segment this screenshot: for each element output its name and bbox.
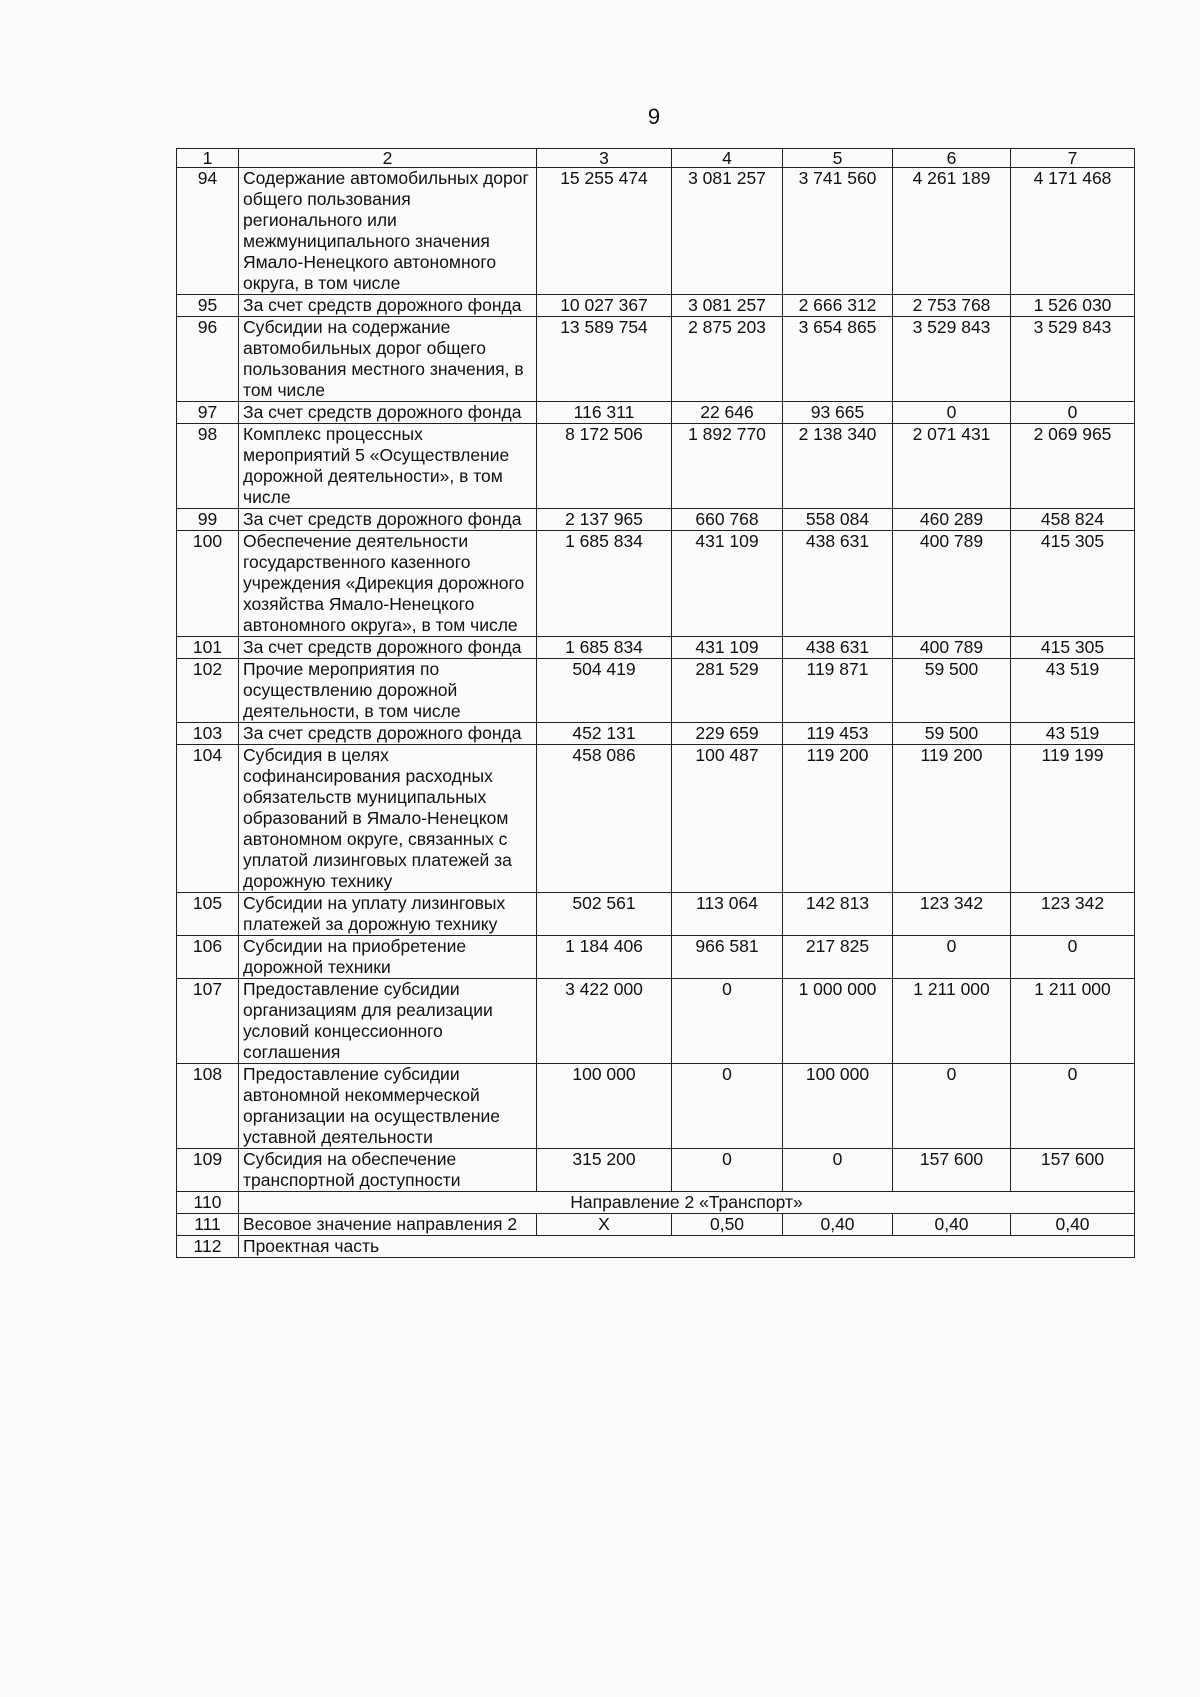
value-cell: 431 109 bbox=[672, 637, 783, 659]
value-cell: 3 529 843 bbox=[1011, 317, 1135, 402]
value-cell: 43 519 bbox=[1011, 659, 1135, 723]
row-number-cell: 106 bbox=[177, 936, 239, 979]
value-cell: 415 305 bbox=[1011, 531, 1135, 637]
budget-table bbox=[176, 148, 1135, 1258]
value-cell: 0 bbox=[1011, 402, 1135, 424]
value-cell: 4 261 189 bbox=[893, 168, 1011, 295]
row-name-cell: Прочие мероприятия по осуществлению дорожной деятельности, в том числе bbox=[239, 659, 537, 723]
value-cell: 59 500 bbox=[893, 723, 1011, 745]
row-number-cell: 104 bbox=[177, 745, 239, 893]
table-row bbox=[177, 402, 1135, 424]
value-cell: 281 529 bbox=[672, 659, 783, 723]
row-name-cell: За счет средств дорожного фонда bbox=[239, 295, 537, 317]
table-row bbox=[177, 745, 1135, 893]
value-cell: 217 825 bbox=[783, 936, 893, 979]
value-cell: 1 685 834 bbox=[537, 531, 672, 637]
row-number-cell: 97 bbox=[177, 402, 239, 424]
value-cell: 157 600 bbox=[1011, 1149, 1135, 1192]
value-cell: 119 200 bbox=[783, 745, 893, 893]
value-cell: 504 419 bbox=[537, 659, 672, 723]
value-cell: 1 892 770 bbox=[672, 424, 783, 509]
value-cell: 142 813 bbox=[783, 893, 893, 936]
row-name-cell: Проектная часть bbox=[239, 1236, 1135, 1258]
value-cell: 2 069 965 bbox=[1011, 424, 1135, 509]
row-number-cell: 105 bbox=[177, 893, 239, 936]
header-cell: 1 bbox=[177, 149, 239, 168]
row-name-cell: Субсидия в целях софинансирования расходных обязательств муниципальных образований в Ямало-Ненецком автономном округе, связанных с уплатой лизинговых платежей за дорожную технику bbox=[239, 745, 537, 893]
value-cell: 1 211 000 bbox=[893, 979, 1011, 1064]
value-cell: 113 064 bbox=[672, 893, 783, 936]
row-number-cell: 94 bbox=[177, 168, 239, 295]
section-row bbox=[177, 1192, 1135, 1214]
row-number-cell: 101 bbox=[177, 637, 239, 659]
value-cell: 3 654 865 bbox=[783, 317, 893, 402]
value-cell: 0 bbox=[672, 1064, 783, 1149]
value-cell: 0,40 bbox=[893, 1214, 1011, 1236]
row-name-cell: Предоставление субсидии организациям для реализации условий концессионного соглашения bbox=[239, 979, 537, 1064]
value-cell: 15 255 474 bbox=[537, 168, 672, 295]
value-cell: 1 685 834 bbox=[537, 637, 672, 659]
value-cell: 123 342 bbox=[893, 893, 1011, 936]
value-cell: 2 071 431 bbox=[893, 424, 1011, 509]
value-cell: 400 789 bbox=[893, 531, 1011, 637]
value-cell: 157 600 bbox=[893, 1149, 1011, 1192]
table-row bbox=[177, 295, 1135, 317]
value-cell: 3 529 843 bbox=[893, 317, 1011, 402]
row-name-cell: Содержание автомобильных дорог общего пользования регионального или межмуниципального значения Ямало-Ненецкого автономного округа, в том числе bbox=[239, 168, 537, 295]
row-number-cell: 96 bbox=[177, 317, 239, 402]
row-name-cell: За счет средств дорожного фонда bbox=[239, 723, 537, 745]
value-cell: 0 bbox=[893, 1064, 1011, 1149]
value-cell: 0 bbox=[672, 979, 783, 1064]
value-cell: 4 171 468 bbox=[1011, 168, 1135, 295]
value-cell: 119 871 bbox=[783, 659, 893, 723]
value-cell: 1 184 406 bbox=[537, 936, 672, 979]
row-name-cell: За счет средств дорожного фонда bbox=[239, 402, 537, 424]
value-cell: 660 768 bbox=[672, 509, 783, 531]
row-name-cell: Комплекс процессных мероприятий 5 «Осуществление дорожной деятельности», в том числе bbox=[239, 424, 537, 509]
section-title-cell: Направление 2 «Транспорт» bbox=[239, 1192, 1135, 1214]
value-cell: 100 000 bbox=[783, 1064, 893, 1149]
value-cell: Х bbox=[537, 1214, 672, 1236]
value-cell: 229 659 bbox=[672, 723, 783, 745]
header-cell: 7 bbox=[1011, 149, 1135, 168]
value-cell: 3 081 257 bbox=[672, 295, 783, 317]
table-row bbox=[177, 424, 1135, 509]
row-name-cell: Обеспечение деятельности государственного казенного учреждения «Дирекция дорожного хозяйства Ямало-Ненецкого автономного округа», в том числе bbox=[239, 531, 537, 637]
value-cell: 558 084 bbox=[783, 509, 893, 531]
row-number-cell: 99 bbox=[177, 509, 239, 531]
value-cell: 438 631 bbox=[783, 637, 893, 659]
value-cell: 2 753 768 bbox=[893, 295, 1011, 317]
value-cell: 59 500 bbox=[893, 659, 1011, 723]
value-cell: 1 000 000 bbox=[783, 979, 893, 1064]
header-cell: 5 bbox=[783, 149, 893, 168]
row-number-cell: 107 bbox=[177, 979, 239, 1064]
header-cell: 3 bbox=[537, 149, 672, 168]
value-cell: 966 581 bbox=[672, 936, 783, 979]
row-name-cell: За счет средств дорожного фонда bbox=[239, 509, 537, 531]
value-cell: 93 665 bbox=[783, 402, 893, 424]
table-row bbox=[177, 893, 1135, 936]
row-name-cell: Субсидии на содержание автомобильных дорог общего пользования местного значения, в том числе bbox=[239, 317, 537, 402]
table-row bbox=[177, 1149, 1135, 1192]
table-row bbox=[177, 317, 1135, 402]
value-cell: 0 bbox=[672, 1149, 783, 1192]
value-cell: 3 422 000 bbox=[537, 979, 672, 1064]
row-number-cell: 103 bbox=[177, 723, 239, 745]
table-row bbox=[177, 723, 1135, 745]
value-cell: 3 741 560 bbox=[783, 168, 893, 295]
value-cell: 123 342 bbox=[1011, 893, 1135, 936]
value-cell: 2 137 965 bbox=[537, 509, 672, 531]
value-cell: 0 bbox=[893, 936, 1011, 979]
row-number-cell: 95 bbox=[177, 295, 239, 317]
row-number-cell: 111 bbox=[177, 1214, 239, 1236]
value-cell: 1 526 030 bbox=[1011, 295, 1135, 317]
table-row bbox=[177, 936, 1135, 979]
value-cell: 0 bbox=[1011, 936, 1135, 979]
value-cell: 119 200 bbox=[893, 745, 1011, 893]
row-number-cell: 110 bbox=[177, 1192, 239, 1214]
value-cell: 2 666 312 bbox=[783, 295, 893, 317]
value-cell: 0,40 bbox=[1011, 1214, 1135, 1236]
header-row bbox=[177, 149, 1135, 168]
value-cell: 1 211 000 bbox=[1011, 979, 1135, 1064]
value-cell: 0 bbox=[893, 402, 1011, 424]
page-number: 9 bbox=[647, 104, 661, 129]
table-row bbox=[177, 1214, 1135, 1236]
value-cell: 0,50 bbox=[672, 1214, 783, 1236]
value-cell: 116 311 bbox=[537, 402, 672, 424]
value-cell: 460 289 bbox=[893, 509, 1011, 531]
value-cell: 8 172 506 bbox=[537, 424, 672, 509]
table-row bbox=[177, 509, 1135, 531]
row-name-cell: Субсидия на обеспечение транспортной доступности bbox=[239, 1149, 537, 1192]
table-row bbox=[177, 979, 1135, 1064]
row-name-cell: Предоставление субсидии автономной некоммерческой организации на осуществление уставной деятельности bbox=[239, 1064, 537, 1149]
value-cell: 13 589 754 bbox=[537, 317, 672, 402]
value-cell: 315 200 bbox=[537, 1149, 672, 1192]
value-cell: 452 131 bbox=[537, 723, 672, 745]
value-cell: 22 646 bbox=[672, 402, 783, 424]
row-name-cell: Субсидии на уплату лизинговых платежей за дорожную технику bbox=[239, 893, 537, 936]
table-row bbox=[177, 531, 1135, 637]
row-name-cell: Субсидии на приобретение дорожной техники bbox=[239, 936, 537, 979]
header-cell: 4 bbox=[672, 149, 783, 168]
table-row bbox=[177, 637, 1135, 659]
value-cell: 458 086 bbox=[537, 745, 672, 893]
row-name-cell: Весовое значение направления 2 bbox=[239, 1214, 537, 1236]
row-number-cell: 109 bbox=[177, 1149, 239, 1192]
row-number-cell: 100 bbox=[177, 531, 239, 637]
value-cell: 458 824 bbox=[1011, 509, 1135, 531]
value-cell: 3 081 257 bbox=[672, 168, 783, 295]
row-number-cell: 98 bbox=[177, 424, 239, 509]
header-cell: 2 bbox=[239, 149, 537, 168]
row-number-cell: 102 bbox=[177, 659, 239, 723]
value-cell: 43 519 bbox=[1011, 723, 1135, 745]
value-cell: 502 561 bbox=[537, 893, 672, 936]
table-row bbox=[177, 1236, 1135, 1258]
value-cell: 119 199 bbox=[1011, 745, 1135, 893]
value-cell: 10 027 367 bbox=[537, 295, 672, 317]
value-cell: 0 bbox=[1011, 1064, 1135, 1149]
table-row bbox=[177, 1064, 1135, 1149]
value-cell: 400 789 bbox=[893, 637, 1011, 659]
value-cell: 100 487 bbox=[672, 745, 783, 893]
value-cell: 2 875 203 bbox=[672, 317, 783, 402]
value-cell: 438 631 bbox=[783, 531, 893, 637]
value-cell: 2 138 340 bbox=[783, 424, 893, 509]
value-cell: 119 453 bbox=[783, 723, 893, 745]
value-cell: 0 bbox=[783, 1149, 893, 1192]
value-cell: 431 109 bbox=[672, 531, 783, 637]
value-cell: 100 000 bbox=[537, 1064, 672, 1149]
row-name-cell: За счет средств дорожного фонда bbox=[239, 637, 537, 659]
header-cell: 6 bbox=[893, 149, 1011, 168]
table-row bbox=[177, 168, 1135, 295]
row-number-cell: 108 bbox=[177, 1064, 239, 1149]
value-cell: 415 305 bbox=[1011, 637, 1135, 659]
table-row bbox=[177, 659, 1135, 723]
value-cell: 0,40 bbox=[783, 1214, 893, 1236]
row-number-cell: 112 bbox=[177, 1236, 239, 1258]
